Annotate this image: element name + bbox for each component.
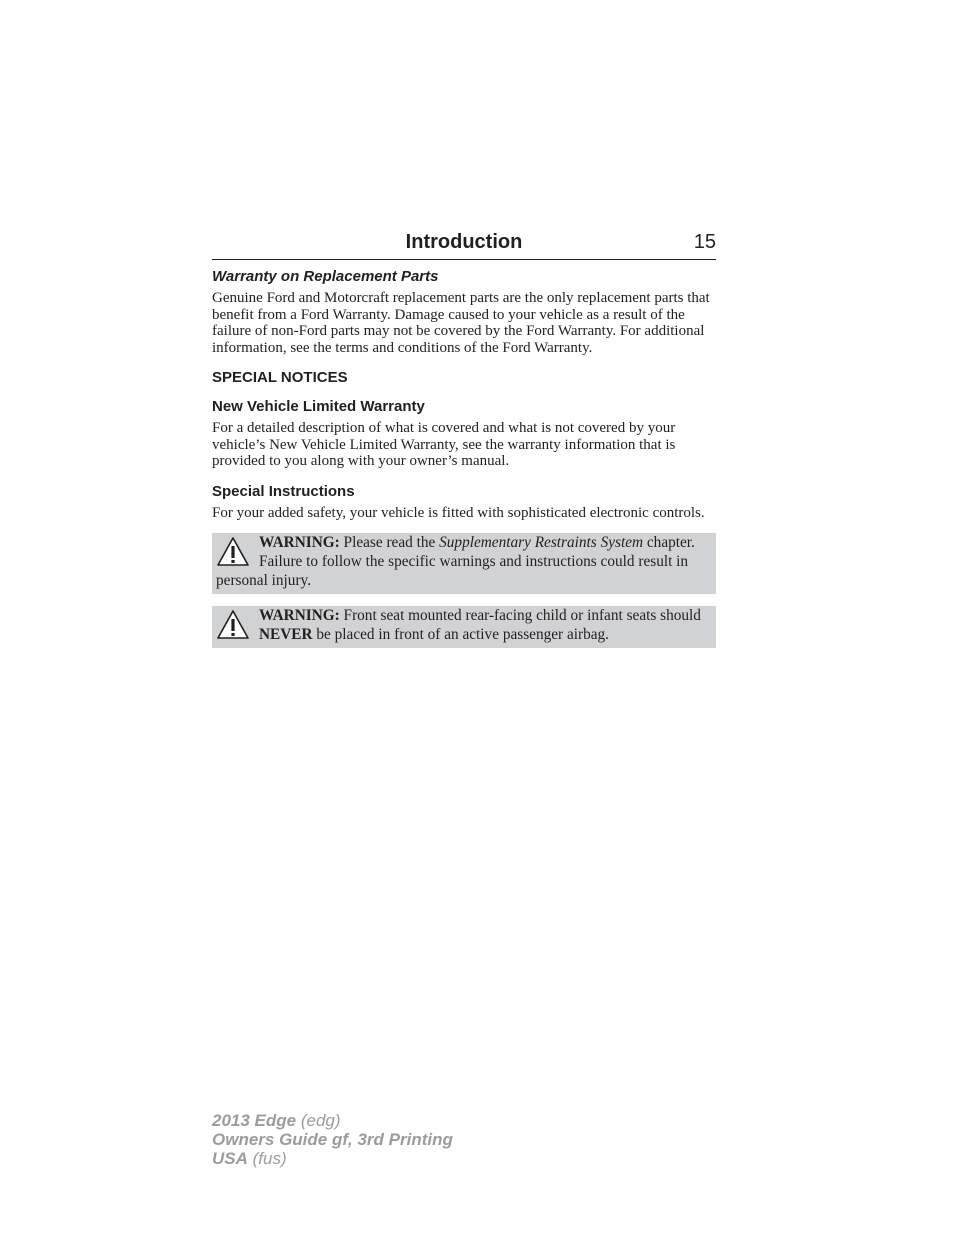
warning-box-restraints	[212, 533, 716, 594]
warning-box-child-seat	[212, 606, 716, 648]
special-instructions-body: For your added safety, your vehicle is fitted with sophisticated electronic controls.	[212, 504, 705, 521]
page-header	[212, 229, 716, 260]
warning-triangle-icon	[216, 535, 250, 571]
footer-model-code: (edg)	[296, 1111, 341, 1130]
warning-chapter-reference: Supplementary Restraints System	[439, 534, 644, 551]
warning-text: be placed in front of an active passenger airbag.	[312, 626, 610, 643]
page-number: 15	[693, 231, 716, 253]
new-vehicle-warranty-heading: New Vehicle Limited Warranty	[212, 398, 425, 415]
footer-market: USA	[212, 1149, 248, 1168]
warning-text: Please read the	[339, 534, 440, 551]
page-content	[212, 267, 716, 660]
warranty-replacement-heading: Warranty on Replacement Parts	[212, 268, 439, 285]
page-footer	[212, 1111, 453, 1168]
footer-model: 2013 Edge	[212, 1111, 297, 1130]
footer-market-line	[212, 1149, 453, 1168]
footer-guide-line: Owners Guide gf, 3rd Printing	[212, 1130, 453, 1149]
footer-model-line	[212, 1111, 453, 1130]
new-vehicle-warranty-body: For a detailed description of what is covered and what is not covered by your vehicle’s New Vehicle Limited Warranty, see the warranty information that is provided to you along with your owner’s manual.	[212, 420, 676, 469]
warning-triangle-icon	[216, 608, 250, 644]
special-instructions-heading: Special Instructions	[212, 482, 355, 500]
warning-label: WARNING:	[259, 534, 340, 551]
warning-text: Front seat mounted rear-facing child or infant seats should	[339, 607, 701, 624]
warning-label: WARNING:	[259, 607, 340, 624]
warranty-replacement-body: Genuine Ford and Motorcraft replacement parts are the only replacement parts that benefit from a Ford Warranty. Damage caused to your vehicle as a result of the failure of non-Ford parts may not be covered by the Ford Warranty. For additional information, see the terms and conditions of the Ford Warranty.	[212, 290, 710, 356]
warning-text: chapter. Failure to follow the specific warnings and instructions could result in personal injury.	[216, 534, 695, 589]
warning-never-emphasis: NEVER	[259, 626, 313, 643]
chapter-title: Introduction	[405, 231, 523, 253]
special-notices-heading: SPECIAL NOTICES	[212, 369, 348, 386]
footer-market-code: (fus)	[247, 1149, 287, 1168]
